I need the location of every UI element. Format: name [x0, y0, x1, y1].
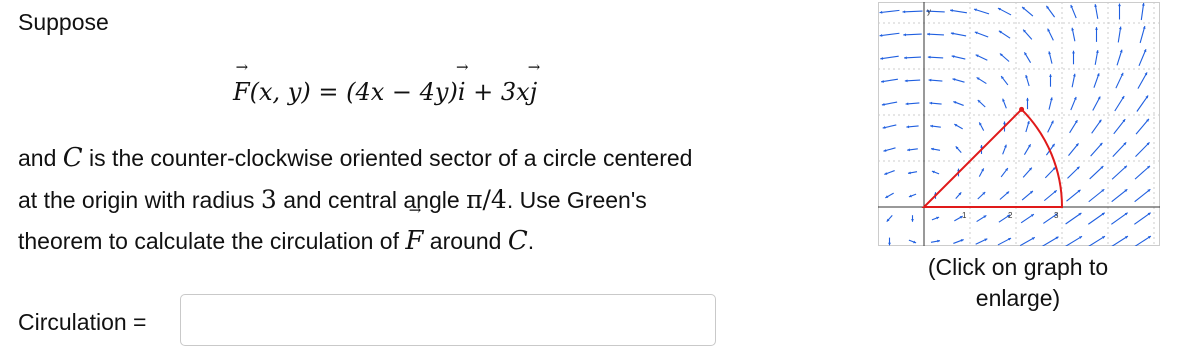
- formula-plus-term: + 3x: [465, 78, 530, 106]
- formula-args: (x, y) = (4x − 4y): [249, 78, 458, 106]
- angle-value: π/4: [466, 185, 507, 214]
- field-arrowhead: [888, 243, 891, 246]
- field-arrow: [1138, 72, 1147, 88]
- field-arrow: [1112, 166, 1127, 179]
- field-arrow: [1042, 237, 1058, 246]
- vector-arrows: [880, 3, 1151, 246]
- field-arrowhead: [928, 56, 931, 59]
- plot-axes: [878, 2, 1160, 246]
- field-arrowhead: [929, 102, 932, 105]
- field-arrowhead: [927, 33, 930, 36]
- circulation-label: Circulation =: [18, 309, 147, 335]
- description-line-1: and C is the counter-clockwise oriented sector of a circle centered: [18, 143, 693, 173]
- field-arrowhead: [1026, 98, 1029, 101]
- i-unit-vector: → i: [458, 78, 466, 106]
- graph-caption[interactable]: [880, 252, 1156, 314]
- curve-symbol: C: [62, 143, 83, 173]
- field-arrow: [1111, 213, 1127, 225]
- field-arrow: [1111, 236, 1128, 246]
- sector-curve: [924, 109, 1062, 207]
- j-unit-vector: → j: [530, 78, 537, 106]
- radius-value: 3: [260, 185, 277, 214]
- vector-field-formula: [233, 78, 537, 106]
- y-axis-label: y: [927, 7, 931, 16]
- field-arrow: [1113, 142, 1126, 156]
- field-arrow: [1091, 143, 1103, 156]
- field-arrow: [1115, 96, 1124, 111]
- curve-symbol-inline: C: [507, 226, 528, 256]
- description-line-2: at the origin with radius 3 and central angle π/4. Use Green's: [18, 185, 647, 214]
- field-arrowhead: [1003, 121, 1006, 124]
- circulation-input[interactable]: [180, 294, 716, 346]
- plot-frame: [879, 3, 1160, 246]
- field-symbol-inline: → F: [405, 221, 423, 262]
- field-arrowhead: [905, 79, 908, 82]
- problem-description: [18, 138, 818, 262]
- field-arrow: [903, 34, 921, 35]
- field-arrow: [1134, 213, 1150, 225]
- vector-field-graph[interactable]: [878, 2, 1160, 246]
- field-arrow: [1114, 119, 1125, 134]
- field-arrow: [1089, 189, 1105, 202]
- field-arrow: [1088, 236, 1105, 246]
- field-arrowhead: [1049, 74, 1052, 77]
- field-arrow: [1135, 142, 1149, 156]
- field-symbol: → F: [233, 78, 250, 106]
- field-arrowhead: [903, 10, 906, 13]
- field-arrow: [1112, 189, 1128, 201]
- intro-text: Suppose: [18, 9, 109, 35]
- x-tick-label-3: 3: [1054, 211, 1059, 220]
- field-arrowhead: [904, 56, 907, 59]
- field-arrow: [1135, 166, 1150, 179]
- field-arrow: [1139, 49, 1146, 66]
- field-arrow: [903, 11, 923, 12]
- field-arrowhead: [1118, 4, 1121, 7]
- field-arrowhead: [1095, 27, 1098, 30]
- field-arrow: [1134, 236, 1151, 246]
- field-arrowhead: [1072, 51, 1075, 54]
- description-line-3: theorem to calculate the circulation of → F around C.: [18, 221, 818, 262]
- field-arrow: [1090, 166, 1104, 179]
- field-arrow: [880, 33, 900, 35]
- field-arrow: [1137, 96, 1148, 112]
- field-arrow: [1067, 190, 1081, 201]
- field-arrowhead: [903, 33, 906, 36]
- caption-line-1[interactable]: (Click on graph to: [927, 254, 1109, 280]
- plot-grid: [878, 2, 1160, 246]
- caption-line-2[interactable]: enlarge): [975, 285, 1061, 311]
- field-arrowhead: [911, 219, 914, 222]
- x-tick-label-2: 2: [1008, 211, 1013, 220]
- field-arrow: [1136, 119, 1149, 134]
- field-arrow: [1088, 213, 1104, 225]
- field-arrow: [880, 10, 900, 12]
- field-arrowhead: [906, 102, 909, 105]
- x-tick-label-1: 1: [962, 211, 967, 220]
- field-arrowhead: [929, 79, 932, 82]
- field-arrow: [1065, 236, 1082, 246]
- field-arrowhead: [906, 125, 909, 128]
- field-arrow: [880, 56, 898, 59]
- vector-field-plot[interactable]: [878, 2, 1160, 246]
- field-arrow: [1066, 213, 1082, 224]
- field-arrow: [1135, 189, 1151, 201]
